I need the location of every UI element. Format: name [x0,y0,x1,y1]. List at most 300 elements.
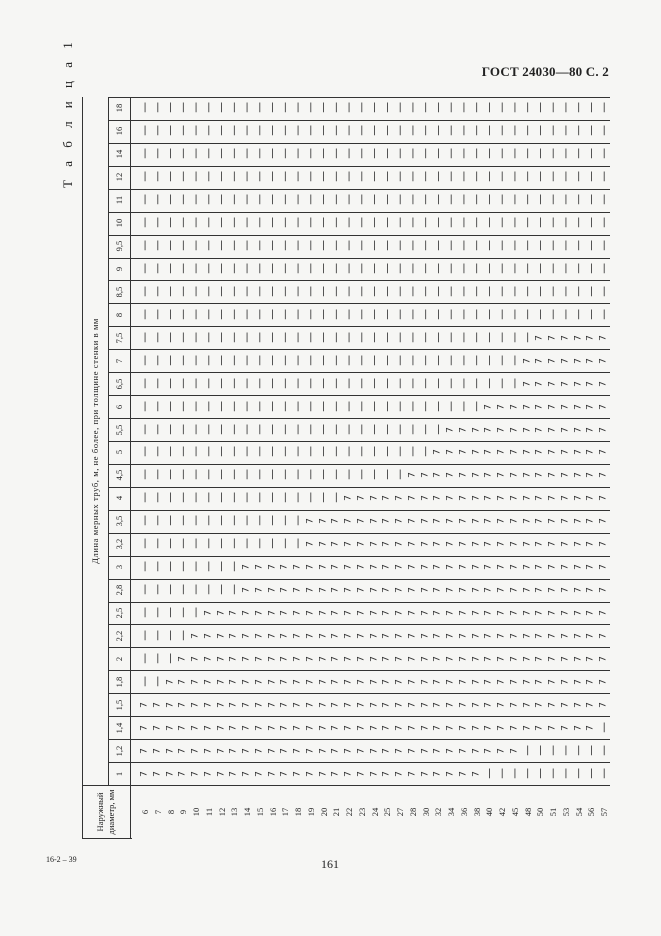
column-rule [108,670,610,671]
cell-absent-mark: | [551,125,555,137]
cell-absent-mark: | [232,446,236,458]
outer-diameter-label: 24 [369,807,380,816]
cell-absent-mark: | [500,171,504,183]
cell-length-mark: 7 [458,472,469,479]
wall-thickness-label: 18 [113,104,124,113]
cell-length-mark: 7 [585,564,596,570]
cell-length-mark: 7 [560,472,571,479]
cell-length-mark: 7 [241,587,252,593]
cell-length-mark: 7 [381,610,392,616]
cell-length-mark: 7 [369,701,380,708]
cell-absent-mark: | [334,217,339,229]
cell-absent-mark: | [270,515,275,527]
cell-length-mark: 7 [279,564,290,570]
cell-length-mark: 7 [292,724,303,731]
cell-absent-mark: | [602,721,606,733]
cell-absent-mark: | [500,767,504,779]
cell-length-mark: 7 [509,747,520,754]
cell-absent-mark: | [143,446,147,458]
cell-absent-mark: | [168,446,173,458]
cell-length-mark: 7 [432,678,443,685]
cell-length-mark: 7 [190,747,201,754]
cell-absent-mark: | [474,308,479,320]
cell-length-mark: 7 [292,610,303,616]
cell-absent-mark: | [143,240,147,252]
cell-absent-mark: | [232,584,236,596]
cell-length-mark: 7 [547,633,558,639]
cell-length-mark: 7 [585,518,596,525]
outer-diameter-label: 53 [560,807,571,816]
cell-absent-mark: | [321,400,326,412]
cell-absent-mark: | [551,285,555,297]
cell-absent-mark: | [372,217,377,229]
cell-length-mark: 7 [292,747,303,754]
wall-thickness-label: 6,5 [113,378,124,389]
cell-absent-mark: | [500,377,504,389]
cell-absent-mark: | [577,744,581,756]
cell-length-mark: 7 [458,701,469,708]
outer-diameter-label: 19 [305,807,316,816]
cell-absent-mark: | [398,331,402,343]
column-rule [108,556,610,557]
wall-thickness-label: 1,8 [113,676,124,688]
cell-absent-mark: | [207,285,211,297]
cell-absent-mark: | [436,194,441,206]
cell-length-mark: 7 [343,518,354,525]
column-rule [108,579,610,580]
cell-absent-mark: | [194,423,198,435]
cell-absent-mark: | [283,331,287,343]
cell-absent-mark: | [283,354,287,366]
cell-absent-mark: | [411,102,415,114]
column-rule [108,510,610,511]
wall-thickness-label: 3 [113,565,124,570]
cell-absent-mark: | [194,102,198,114]
cell-length-mark: 7 [534,541,545,548]
cell-length-mark: 7 [420,724,431,731]
cell-absent-mark: | [321,354,326,366]
cell-absent-mark: | [423,263,428,274]
column-rule [108,280,610,281]
cell-length-mark: 7 [267,701,278,708]
cell-absent-mark: | [360,354,364,366]
cell-length-mark: 7 [573,610,584,616]
cell-absent-mark: | [360,263,364,274]
outer-diameter-label: 34 [445,807,456,816]
cell-length-mark: 7 [330,610,341,616]
cell-length-mark: 7 [330,724,341,731]
cell-length-mark: 7 [585,403,596,410]
cell-length-mark: 7 [547,587,558,593]
cell-absent-mark: | [168,652,173,664]
cell-length-mark: 7 [573,518,584,525]
outer-diameter-label: 51 [547,807,558,816]
cell-absent-mark: | [219,331,224,343]
cell-absent-mark: | [194,308,198,320]
cell-length-mark: 7 [547,426,558,433]
cell-length-mark: 7 [190,633,201,639]
cell-absent-mark: | [398,194,402,206]
cell-absent-mark: | [385,354,390,366]
cell-absent-mark: | [194,331,198,343]
cell-absent-mark: | [360,331,364,343]
cell-absent-mark: | [207,515,211,527]
cell-absent-mark: | [385,171,390,183]
cell-length-mark: 7 [471,633,482,639]
cell-absent-mark: | [143,652,147,664]
cell-absent-mark: | [219,171,224,183]
cell-absent-mark: | [423,171,428,183]
cell-absent-mark: | [449,194,453,206]
cell-length-mark: 7 [585,357,596,364]
cell-absent-mark: | [564,102,568,114]
cell-absent-mark: | [564,308,568,320]
cell-length-mark: 7 [445,655,456,662]
cell-length-mark: 7 [241,724,252,731]
cell-length-mark: 7 [573,380,584,387]
cell-absent-mark: | [398,148,402,160]
cell-absent-mark: | [462,148,466,160]
cell-absent-mark: | [423,217,428,229]
cell-absent-mark: | [589,308,594,320]
cell-absent-mark: | [143,607,147,618]
cell-absent-mark: | [487,194,492,206]
cell-absent-mark: | [564,148,568,160]
cell-absent-mark: | [219,400,224,412]
cell-absent-mark: | [245,492,249,504]
cell-absent-mark: | [245,308,249,320]
wall-thickness-label: 2 [113,656,124,661]
cell-absent-mark: | [258,102,262,114]
cell-absent-mark: | [551,171,555,183]
cell-absent-mark: | [372,263,377,274]
cell-length-mark: 7 [216,655,227,662]
column-rule [108,235,610,236]
cell-length-mark: 7 [534,518,545,525]
cell-absent-mark: | [181,538,185,550]
cell-length-mark: 7 [407,541,418,548]
cell-absent-mark: | [372,171,377,183]
cell-absent-mark: | [232,331,236,343]
cell-absent-mark: | [296,331,300,343]
cell-absent-mark: | [385,400,390,412]
cell-absent-mark: | [436,377,441,389]
cell-length-mark: 7 [560,334,571,341]
column-rule [108,166,610,167]
cell-length-mark: 7 [369,541,380,548]
cell-absent-mark: | [245,125,249,137]
cell-length-mark: 7 [496,633,507,639]
wall-thickness-label: 12 [113,173,124,182]
cell-length-mark: 7 [254,633,265,639]
cell-absent-mark: | [411,308,415,320]
cell-absent-mark: | [398,102,402,114]
outer-diameter-label: 15 [254,807,265,816]
cell-length-mark: 7 [305,678,316,685]
cell-absent-mark: | [181,492,185,504]
cell-absent-mark: | [283,102,287,114]
cell-length-mark: 7 [228,747,239,754]
cell-length-mark: 7 [343,678,354,685]
cell-length-mark: 7 [420,472,431,479]
cell-length-mark: 7 [471,724,482,731]
cell-absent-mark: | [270,423,275,435]
cell-absent-mark: | [283,308,287,320]
cell-absent-mark: | [411,377,415,389]
cell-length-mark: 7 [573,701,584,708]
cell-length-mark: 7 [445,747,456,754]
cell-absent-mark: | [181,308,185,320]
cell-length-mark: 7 [139,724,150,731]
cell-absent-mark: | [372,423,377,435]
cell-absent-mark: | [168,354,173,366]
cell-absent-mark: | [398,423,402,435]
cell-absent-mark: | [181,240,185,252]
cell-length-mark: 7 [560,426,571,433]
cell-absent-mark: | [143,263,147,274]
cell-absent-mark: | [258,492,262,504]
outer-diameter-label: 38 [471,807,482,816]
cell-absent-mark: | [232,423,236,435]
cell-absent-mark: | [270,469,275,481]
cell-length-mark: 7 [394,564,405,570]
cell-absent-mark: | [462,263,466,274]
cell-absent-mark: | [181,515,185,527]
cell-absent-mark: | [309,194,313,206]
cell-absent-mark: | [270,400,275,412]
cell-absent-mark: | [143,423,147,435]
cell-absent-mark: | [474,377,479,389]
cell-length-mark: 7 [522,449,533,456]
cell-length-mark: 7 [483,678,494,685]
cell-length-mark: 7 [509,633,520,639]
wall-thickness-label: 2,8 [113,584,124,596]
cell-absent-mark: | [538,102,543,114]
cell-length-mark: 7 [483,472,494,479]
cell-length-mark: 7 [228,610,239,616]
cell-length-mark: 7 [573,472,584,479]
cell-absent-mark: | [372,469,377,481]
cell-absent-mark: | [168,194,173,206]
cell-length-mark: 7 [241,747,252,754]
cell-absent-mark: | [168,492,173,504]
cell-absent-mark: | [385,423,390,435]
cell-absent-mark: | [449,125,453,137]
cell-length-mark: 7 [228,770,239,777]
cell-absent-mark: | [347,194,351,206]
cell-absent-mark: | [589,125,594,137]
cell-length-mark: 7 [343,564,354,570]
cell-absent-mark: | [385,331,390,343]
cell-absent-mark: | [347,263,351,274]
cell-absent-mark: | [411,194,415,206]
outer-diameter-label: 57 [598,807,609,816]
cell-length-mark: 7 [420,678,431,685]
cell-length-mark: 7 [241,564,252,570]
cell-length-mark: 7 [432,724,443,731]
cell-length-mark: 7 [471,541,482,548]
wall-thickness-label: 9,5 [113,240,124,252]
column-rule [108,602,610,603]
cell-absent-mark: | [258,377,262,389]
cell-absent-mark: | [296,446,300,458]
cell-length-mark: 7 [407,472,418,479]
cell-absent-mark: | [602,767,606,779]
cell-absent-mark: | [487,148,492,160]
cell-length-mark: 7 [394,678,405,685]
cell-absent-mark: | [270,446,275,458]
cell-absent-mark: | [156,102,160,114]
cell-absent-mark: | [385,377,390,389]
cell-absent-mark: | [385,217,390,229]
outer-diameter-label: 32 [433,807,444,816]
cell-length-mark: 7 [343,701,354,708]
cell-absent-mark: | [321,148,326,160]
cell-absent-mark: | [347,171,351,183]
cell-absent-mark: | [526,331,530,343]
cell-absent-mark: | [143,331,147,343]
cell-length-mark: 7 [458,655,469,662]
cell-length-mark: 7 [267,564,278,570]
outer-diameter-label: 27 [394,807,405,816]
cell-absent-mark: | [207,148,211,160]
cell-absent-mark: | [411,446,415,458]
cell-length-mark: 7 [598,472,609,479]
cell-absent-mark: | [474,171,479,183]
cell-absent-mark: | [156,492,160,504]
cell-absent-mark: | [526,767,530,779]
cell-absent-mark: | [334,263,339,274]
cell-length-mark: 7 [394,587,405,593]
cell-absent-mark: | [258,148,262,160]
cell-absent-mark: | [270,285,275,297]
cell-absent-mark: | [232,102,236,114]
cell-length-mark: 7 [471,449,482,456]
cell-absent-mark: | [526,148,530,160]
cell-length-mark: 7 [509,701,520,708]
cell-absent-mark: | [207,423,211,435]
cell-absent-mark: | [321,217,326,229]
cell-length-mark: 7 [573,334,584,341]
cell-absent-mark: | [283,285,287,297]
cell-absent-mark: | [449,308,453,320]
cell-absent-mark: | [194,171,198,183]
cell-absent-mark: | [143,171,147,183]
cell-absent-mark: | [500,354,504,366]
cell-length-mark: 7 [560,380,571,387]
cell-length-mark: 7 [560,724,571,731]
cell-absent-mark: | [436,148,441,160]
cell-length-mark: 7 [279,587,290,593]
cell-absent-mark: | [309,331,313,343]
cell-absent-mark: | [296,240,300,252]
cell-absent-mark: | [398,240,402,252]
cell-absent-mark: | [321,331,326,343]
column-rule [108,716,610,717]
cell-absent-mark: | [347,217,351,229]
cell-absent-mark: | [436,400,441,412]
cell-length-mark: 7 [381,655,392,662]
cell-absent-mark: | [577,308,581,320]
cell-absent-mark: | [283,148,287,160]
cell-absent-mark: | [156,446,160,458]
cell-length-mark: 7 [318,724,329,731]
cell-absent-mark: | [589,217,594,229]
group-header: Длина мерных труб, м, не более, при толщине стенки в мм [89,318,100,564]
wall-thickness-label: 5 [113,450,124,455]
cell-length-mark: 7 [254,770,265,777]
cell-absent-mark: | [589,102,594,114]
cell-length-mark: 7 [573,655,584,662]
cell-absent-mark: | [423,331,428,343]
cell-length-mark: 7 [369,564,380,570]
cell-length-mark: 7 [165,701,175,708]
cell-absent-mark: | [411,331,415,343]
column-rule [108,303,610,304]
cell-absent-mark: | [194,148,198,160]
cell-absent-mark: | [296,171,300,183]
cell-length-mark: 7 [369,610,380,616]
cell-absent-mark: | [219,148,224,160]
cell-length-mark: 7 [560,678,571,685]
cell-absent-mark: | [449,148,453,160]
cell-absent-mark: | [245,217,249,229]
cell-length-mark: 7 [509,724,520,731]
column-rule [108,212,610,213]
cell-length-mark: 7 [190,770,201,777]
cell-absent-mark: | [347,308,351,320]
cell-length-mark: 7 [585,334,596,341]
cell-absent-mark: | [360,377,364,389]
column-rule [108,739,610,740]
cell-absent-mark: | [168,331,173,343]
cell-length-mark: 7 [139,701,150,708]
cell-length-mark: 7 [534,495,545,502]
cell-absent-mark: | [219,561,224,573]
cell-length-mark: 7 [483,610,494,616]
cell-length-mark: 7 [139,770,150,777]
cell-absent-mark: | [500,308,504,320]
cell-length-mark: 7 [509,541,520,548]
cell-absent-mark: | [321,377,326,389]
cell-length-mark: 7 [496,472,507,479]
cell-length-mark: 7 [585,472,596,479]
cell-absent-mark: | [372,400,377,412]
cell-absent-mark: | [538,171,543,183]
cell-length-mark: 7 [598,610,609,616]
cell-length-mark: 7 [598,678,609,685]
cell-absent-mark: | [245,469,249,481]
cell-absent-mark: | [321,240,326,252]
cell-absent-mark: | [411,148,415,160]
wall-thickness-label: 11 [113,196,124,205]
cell-absent-mark: | [309,125,313,137]
cell-length-mark: 7 [522,610,533,616]
cell-absent-mark: | [156,354,160,366]
cell-length-mark: 7 [560,701,571,708]
cell-length-mark: 7 [458,747,469,754]
cell-length-mark: 7 [267,633,278,639]
cell-absent-mark: | [309,171,313,183]
cell-absent-mark: | [372,285,377,297]
cell-absent-mark: | [602,217,606,229]
cell-length-mark: 7 [496,587,507,593]
cell-length-mark: 7 [445,678,456,685]
cell-length-mark: 7 [305,770,316,777]
cell-length-mark: 7 [534,449,545,456]
cell-length-mark: 7 [445,541,456,548]
cell-length-mark: 7 [330,587,341,593]
